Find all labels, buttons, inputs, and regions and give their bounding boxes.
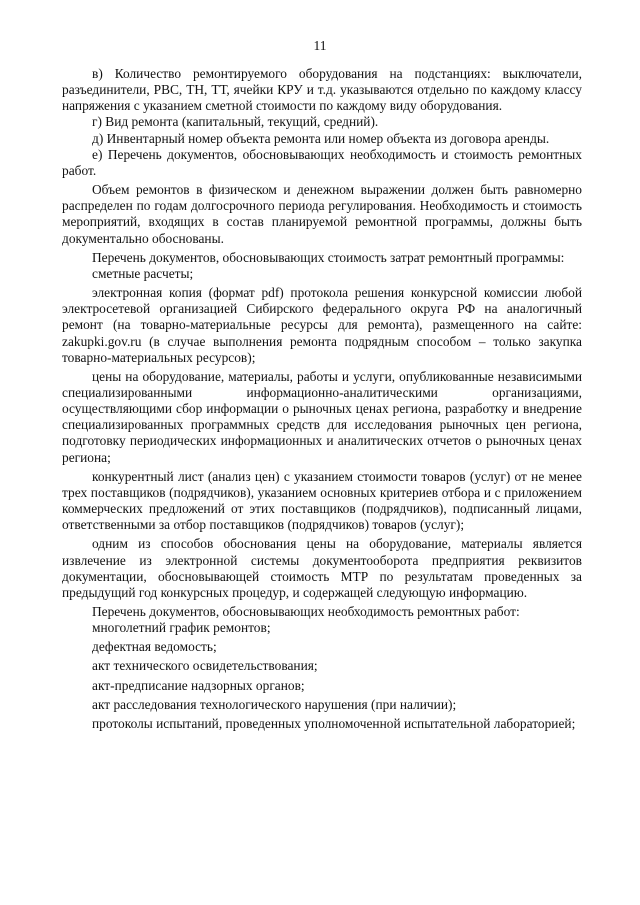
list-item-test-protocols: протоколы испытаний, проведенных уполномоченной испытательной лабораторией; — [92, 715, 576, 731]
paragraph-necessity-docs-heading: Перечень документов, обосновывающих необходимость ремонтных работ: — [92, 604, 520, 619]
document-body — [62, 66, 582, 732]
list-item-tender-protocol: электронная копия (формат pdf) протокола решения конкурсной комиссии любой электросетевой организацией Сибирского федерального округа РФ на аналогичный ремонт (на товарно-материальные ресурсы для ремонта), размещенного на сайте: zakupki.gov.ru (в случае выполнения ремонта подрядным способом – только закупка товарно-материальных ресурсов); — [62, 285, 582, 365]
list-item-inspection-act: акт технического освидетельствования; — [92, 658, 318, 674]
list-item-supervisory-order: акт-предписание надзорных органов; — [92, 677, 305, 693]
paragraph-cost-docs-heading: Перечень документов, обосновывающих стоимость затрат ремонтный программы: — [92, 249, 565, 265]
list-item-competitive-sheet: конкурентный лист (анализ цен) с указанием стоимости товаров (услуг) от не менее трех поставщиков (подрядчиков), указанием основных критериев отбора и с приложением коммерческих предложений от этих поставщиков (подрядчиков), подписанный лицами, ответственными за отбор поставщиков (подрядчиков) товаров (услуг); — [62, 468, 582, 533]
paragraph-item-g: г) Вид ремонта (капитальный, текущий, средний). — [92, 114, 379, 130]
list-item-repair-schedule: многолетний график ремонтов; — [92, 620, 271, 636]
list-item-incident-investigation: акт расследования технологического нарушения (при наличии); — [92, 696, 457, 712]
list-item-market-prices: цены на оборудование, материалы, работы и услуги, опубликованные независимыми специализированными информационно-аналитическими организациями, осуществляющими сбор информации о рыночных ценах региона, разработку и внедрение специализированных программных средств для исследования рыночных цен региона, подготовку периодических информационных и аналитических отчетов о рыночных ценах региона; — [62, 368, 582, 465]
list-item-defect-statement: дефектная ведомость; — [92, 639, 217, 655]
paragraph-item-e: е) Перечень документов, обосновывающих необходимость и стоимость ремонтных работ. — [62, 146, 582, 178]
page-number: 11 — [313, 38, 327, 53]
paragraph-repair-volume: Объем ремонтов в физическом и денежном выражении должен быть равномерно распределен по годам долгосрочного периода регулирования. Необходимость и стоимость мероприятий, входящих в состав планируемой ремонтной программы, должны быть документально обоснованы. — [62, 182, 582, 246]
paragraph-item-d: д) Инвентарный номер объекта ремонта или номер объекта из договора аренды. — [92, 130, 550, 146]
paragraph-item-v: в) Количество ремонтируемого оборудования на подстанциях: выключатели, разъединители, РВС, ТН, ТТ, ячейки КРУ и т.д. указываются отдельно по каждому классу напряжения с указанием сметной стоимости по каждому виду оборудования. — [62, 66, 582, 114]
list-item-edms-extraction: одним из способов обоснования цены на оборудование, материалы является извлечение из электронной системы документооборота предприятия реквизитов документации, обосновывающей стоимость МТР по результатам проведенных за предыдущий год конкурсных процедур, и содержащей следующую информацию. — [62, 536, 582, 600]
list-item-estimates: сметные расчеты; — [92, 265, 194, 281]
